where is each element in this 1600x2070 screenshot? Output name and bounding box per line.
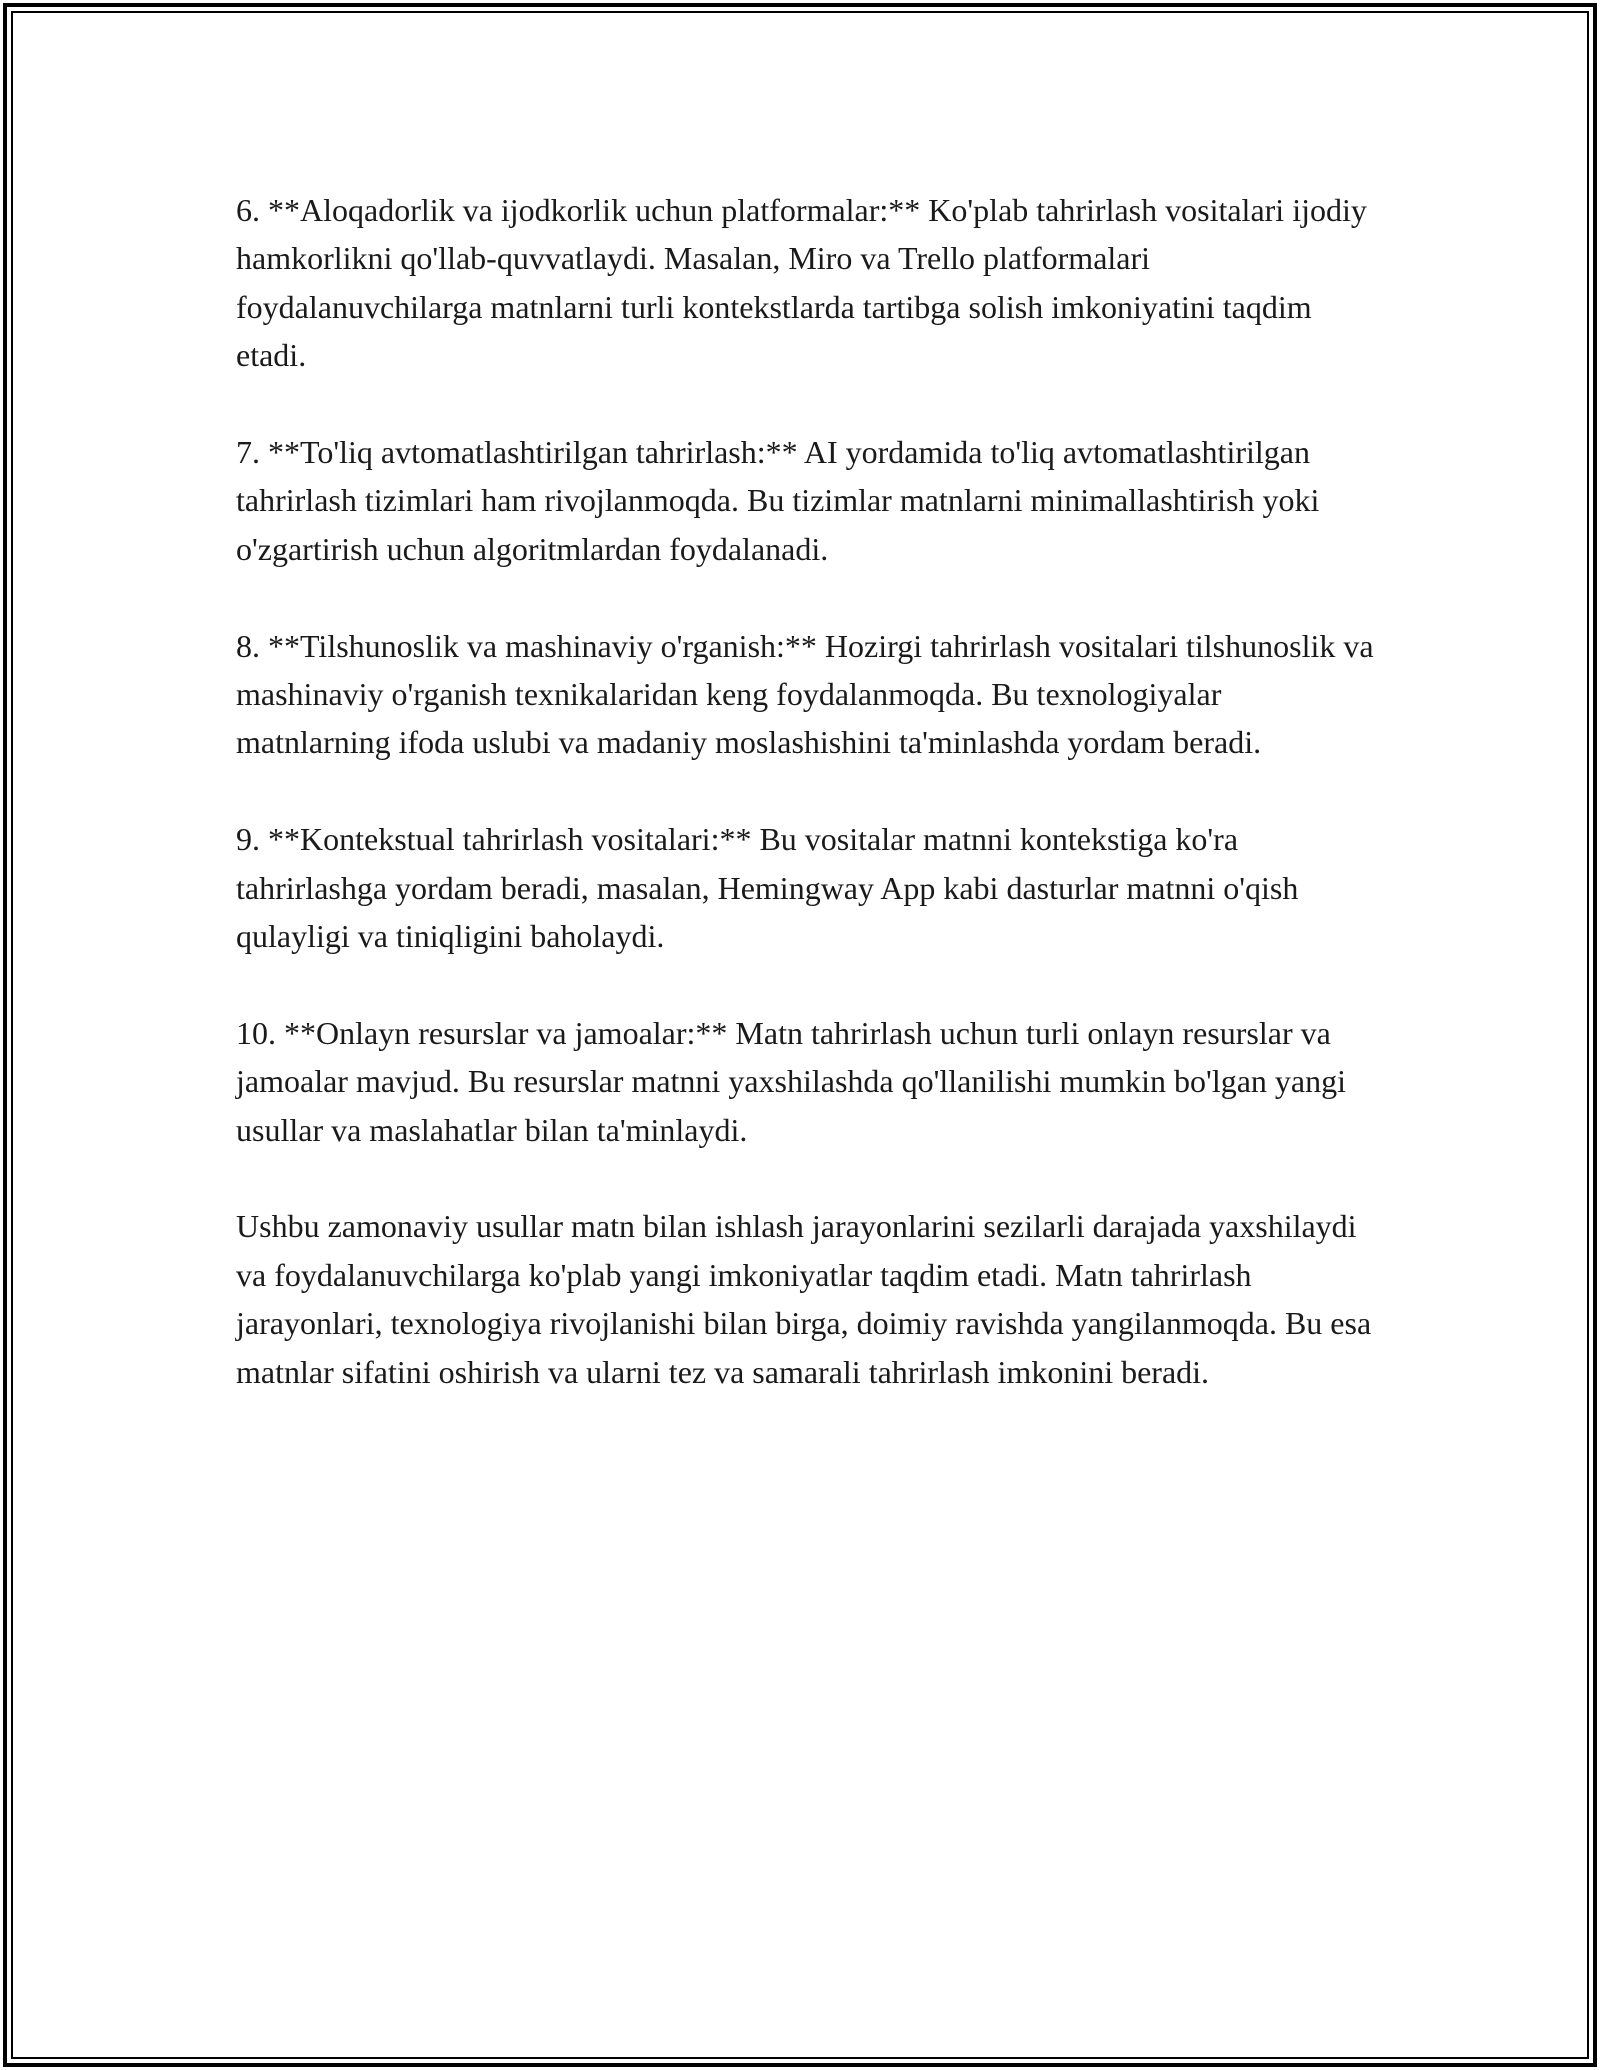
list-item-10: 10. **Onlayn resurslar va jamoalar:** Matn tahrirlash uchun turli onlayn resurslar va jamoalar mavjud. Bu resurslar matnni yaxshilashda qo'llanilishi mumkin bo'lgan yangi usullar va maslahatlar bilan ta'minlaydi. [236,1014,1346,1148]
document-body [236,186,1376,1444]
list-item-6: 6. **Aloqadorlik va ijodkorlik uchun platformalar:** Ko'plab tahrirlash vositalari ijodiy hamkorlikni qo'llab-quvvatlaydi. Masalan, Miro va Trello platformalari foydalanuvchilarga matnlarni turli kontekstlarda tartibga solish imkoniyatini taqdim etadi. [236,192,1367,374]
list-item-7: 7. **To'liq avtomatlashtirilgan tahrirlash:** AI yordamida to'liq avtomatlashtirilgan tahrirlash tizimlari ham rivojlanmoqda. Bu tizimlar matnlarni minimallashtirish yoki o'zgartirish uchun algoritmlardan foydalanadi. [236,434,1320,567]
list-item-9: 9. **Kontekstual tahrirlash vositalari:** Bu vositalar matnni kontekstiga ko'ra tahrirlashga yordam beradi, masalan, Hemingway App kabi dasturlar matnni o'qish qulayligi va tiniqligini baholaydi. [236,821,1299,955]
list-item-8: 8. **Tilshunoslik va mashinaviy o'rganish:** Hozirgi tahrirlash vositalari tilshunoslik va mashinaviy o'rganish texnikalaridan keng foydalanmoqda. Bu texnologiyalar matnlarning ifoda uslubi va madaniy moslashishini ta'minlashda yordam beradi. [236,627,1374,761]
conclusion-paragraph: Ushbu zamonaviy usullar matn bilan ishlash jarayonlarini sezilarli darajada yaxshilaydi va foydalanuvchilarga ko'plab yangi imkoniyatlar taqdim etadi. Matn tahrirlash jarayonlari, texnologiya rivojlanishi bilan birga, doimiy ravishda yangilanmoqda. Bu esa matnlar sifatini oshirish va ularni tez va samarali tahrirlash imkonini beradi. [236,1208,1372,1390]
